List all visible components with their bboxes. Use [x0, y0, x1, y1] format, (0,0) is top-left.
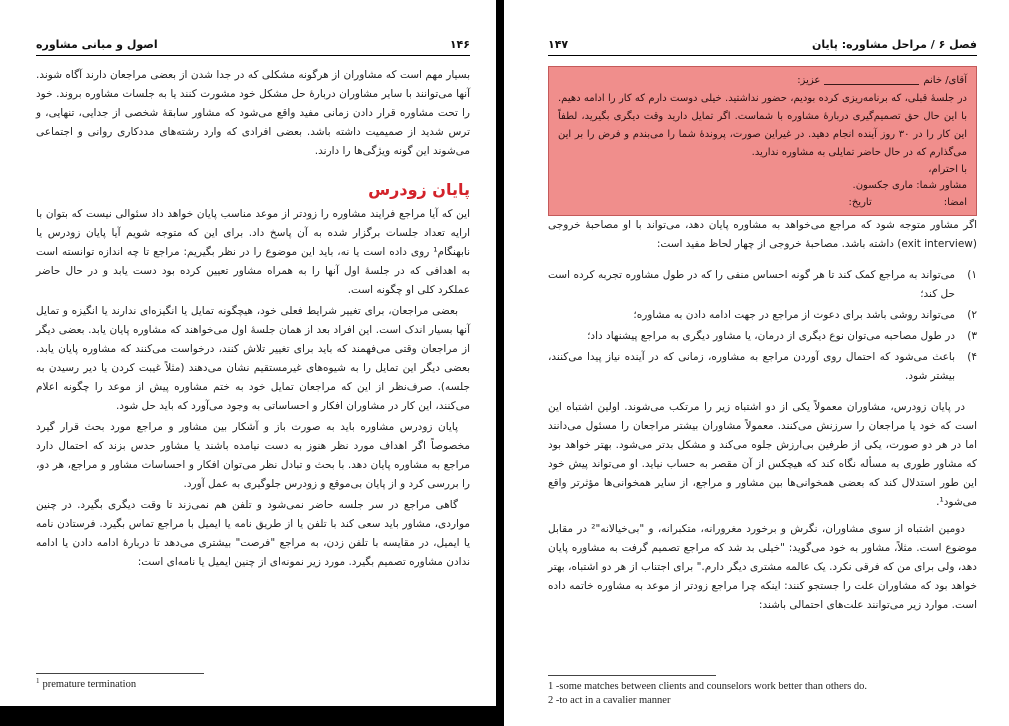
exit-interview-uses-list [548, 266, 977, 388]
list-item-text: می‌تواند روشی باشد برای دعوت از مراجع در جهت ادامه دادن به مشاوره؛ [633, 309, 955, 321]
letter-date-label: تاریخ: [848, 197, 872, 208]
left-footnote [36, 678, 470, 692]
right-running-head [548, 38, 977, 56]
letter-body: در جلسهٔ قبلی، که برنامه‌ریزی کرده بودیم، حضور نداشتید. خیلی دوست دارم که کار را ادامه دهیم. با این حال حق تصمیم‌گیری دربارهٔ مشاوره با شماست. اگر تمایل دارید وقت دیگری بگیرید، لطفاً این کار را در ۳۰ روز آینده انجام دهید. در غیراین صورت، پروندهٔ شما را می‌بندم و فرض را بر این می‌گذارم که در حال حاضر تمایلی به مشاوره ندارید. [558, 93, 967, 158]
left-book-title: اصول و مبانی مشاوره [36, 38, 158, 51]
list-item-marker: ۱) [967, 269, 977, 281]
list-item [548, 348, 977, 386]
list-item-marker: ۳) [967, 330, 977, 342]
right-paragraph-1: در پایان زودرس، مشاوران معمولاً یکی از دو اشتباه زیر را مرتکب می‌شوند. اولین اشتباه این است که خود یا مراجعان را سرزنش می‌کنند. معمولاً مشاوران بیشتر مراجعان را مسئول می‌دانند اما در هر دو صورت، یکی از طرفین بی‌ارزش جلوه می‌کند و مشکل بدتر می‌شود. بهتر خواهد بود که مشاور طوری به مسأله نگاه کند که هیچکس از آن مقصر به حساب نیاید. او می‌تواند پیش خود این طور استدلال کند که بعضی همخوانی‌ها بین مشاور و مراجع، از سایر همخوانی‌ها مؤثرتر واقع می‌شود¹. [548, 401, 977, 508]
list-item [548, 327, 977, 346]
left-paragraph-3: پایان زودرس مشاوره باید به صورت باز و آشکار بین مشاور و مراجع مورد بحث قرار گیرد مخصوصاً اگر اهداف مورد نظر هنوز به دست نیامده باشند یا مشاور حدس بزند که احتمال دارد مراجع به مشاوره پایان دهد. با بحث و تبادل نظر می‌توان افکار و احساسات مشاور و مراجع، هر دو، را بررسی کرد و از پایان بی‌موقع و زودرس جلوگیری به عمل آورد. [36, 421, 470, 490]
letter-salutation-prefix: آقای/ خانم [923, 75, 967, 86]
list-item-text: در طول مصاحبه می‌توان نوع دیگری از درمان، یا مشاور دیگری به مراجع پیشنهاد داد؛ [587, 330, 955, 342]
right-page [504, 0, 1009, 726]
right-footnote-rule [548, 675, 716, 676]
letter-closing: با احترام، [928, 164, 967, 175]
left-intro-paragraph: بسیار مهم است که مشاوران از هرگونه مشکلی که در جدا شدن از بعضی مراجعان دارند آگاه شوند. آنها می‌توانند با سایر مشاوران دربارهٔ حل مشکل خود مشورت کنند یا به جلسات مشاوره بروند. خود را تحت مشاوره قرار دادن زمانی مفید واقع می‌شود که مشاور سابقهٔ شخصی از جدایی، تنهایی، و ترس شدید از صمیمیت داشته باشد. بعضی افرادی که وارد رشته‌های مددکاری روانی و اجتماعی می‌شوند این گونه ویژگی‌ها را دارند. [36, 69, 470, 157]
list-item-marker: ۴) [967, 351, 977, 363]
left-paragraph-4: گاهی مراجع در سر جلسه حاضر نمی‌شود و تلفن هم نمی‌زند تا وقت دیگری بگیرد. در چنین مواردی، مشاور باید سعی کند با تلفن یا از طریق نامه یا ایمیل با مراجع تماس بگیرد. فرستادن نامه یا ایمیل، در مقایسه با تلفن زدن، به مراجع "فرصت" بیشتری می‌دهد تا دربارهٔ ادامه دادن یا ادامه ندادن مشاوره تصمیم بگیرد. مورد زیر نمونه‌ای از چنین ایمیل یا نامه‌ای است: [36, 499, 470, 568]
right-chapter-title: فصل ۶ / مراحل مشاوره: پایان [811, 38, 977, 51]
right-page-number: ۱۴۷ [548, 38, 569, 51]
right-footnote-2: 2 -to act in a cavalier manner [548, 695, 671, 706]
left-footnote-rule [36, 673, 204, 674]
left-paragraph-1: این که آیا مراجع فرایند مشاوره را زودتر از موعد مناسب پایان خواهد داد سئوالی نیست که بتوان با ارایه تعداد جلسات برگزار شده به آن پاسخ داد. برای این که متوجه شویم آیا پایان زودرس یا نابهنگام¹ روی داده است یا نه، باید این موضوع را در نظر بگیریم: مراجع تا چه اندازه توانسته است به اهدافی که در جلسهٔ اول آنها را به همراه مشاور تعیین کرده بود دست یابد و در حال حاضر عملکرد کلی او چگونه است. [36, 208, 470, 296]
right-intro-paragraph: اگر مشاور متوجه شود که مراجع می‌خواهد به مشاوره پایان دهد، می‌تواند با او مصاحبهٔ خروجی (exit interview) داشته باشد. مصاحبهٔ خروجی از چهار لحاظ مفید است: [548, 219, 977, 250]
left-paragraph-2: بعضی مراجعان، برای تغییر شرایط فعلی خود، هیچگونه تمایل یا انگیزه‌ای ندارند یا انگیزه و تمایل آنها بسیار اندک است. این افراد بعد از همان جلسهٔ اول می‌خواهند که مشاوره پایان یابد. بعضی دیگر از مراجعان وقتی می‌فهمند که باید برای تغییر تلاش کنند، درخواست می‌کنند که مشاوره پایان یابد. بعضی دیگر این تمایل را به شیوه‌های غیرمستقیم نشان می‌دهند (مثلاً غیبت کردن یا دیر رسیدن به جلسه). صرف‌نظر از این که مراجعان تمایل خود به ختم مشاوره پیش از موعد را چگونه اعلام می‌کنند، این کار در مشاوران افکار و احساساتی به وجود می‌آورد که باید حل شود. [36, 305, 470, 412]
right-footnote-1: 1 -some matches between clients and counselors work better than others do. [548, 681, 867, 692]
left-footnotes [36, 673, 470, 692]
left-footnote-text: premature termination [42, 679, 137, 690]
letter-counselor: مشاور شما: ماری جکسون. [852, 180, 967, 191]
letter-name-blank [824, 84, 919, 85]
list-item-text: می‌تواند به مراجع کمک کند تا هر گونه احساس منفی را که در طول مشاوره تجربه کرده است حل کند؛ [548, 269, 955, 300]
section-heading-premature-termination: پایان زودرس [368, 180, 470, 199]
sample-letter-box [548, 66, 977, 216]
letter-salutation-suffix: عزیز: [797, 75, 821, 86]
letter-signature-label: امضا: [943, 197, 967, 208]
right-paragraph-2: دومین اشتباه از سوی مشاوران، نگرش و برخورد مغرورانه، متکبرانه، و "بی‌خیالانه"² در مقابل موضوع است. مثلاً، مشاور به خود می‌گوید: "خیلی بد شد که مراجع تصمیم گرفت به مشاوره پایان دهد، ولی برای من که فرقی نکرد. یک عالمه مشتری دیگر دارم." برای اجتناب از هر دو اشتباه، بهتر خواهد بود که مشاوران علت را جستجو کنند: اینکه چرا مراجع زودتر از موعد به مشاوره خاتمه داده است. موارد زیر می‌توانند علت‌های احتمالی باشند: [548, 523, 977, 611]
list-item-text: باعث می‌شود که احتمال روی آوردن مراجع به مشاوره، زمانی که در آینده نیاز پیدا می‌کنند، بیشتر شود. [548, 351, 955, 382]
left-page [0, 0, 496, 706]
list-item [548, 306, 977, 325]
list-item-marker: ۲) [967, 309, 977, 321]
letter-sign-row [558, 194, 967, 211]
list-item [548, 266, 977, 304]
left-page-number: ۱۴۶ [449, 38, 470, 51]
right-footnotes [548, 675, 977, 708]
letter-salutation [558, 72, 967, 90]
left-footnote-marker: 1 [36, 676, 40, 685]
left-running-head [36, 38, 470, 56]
